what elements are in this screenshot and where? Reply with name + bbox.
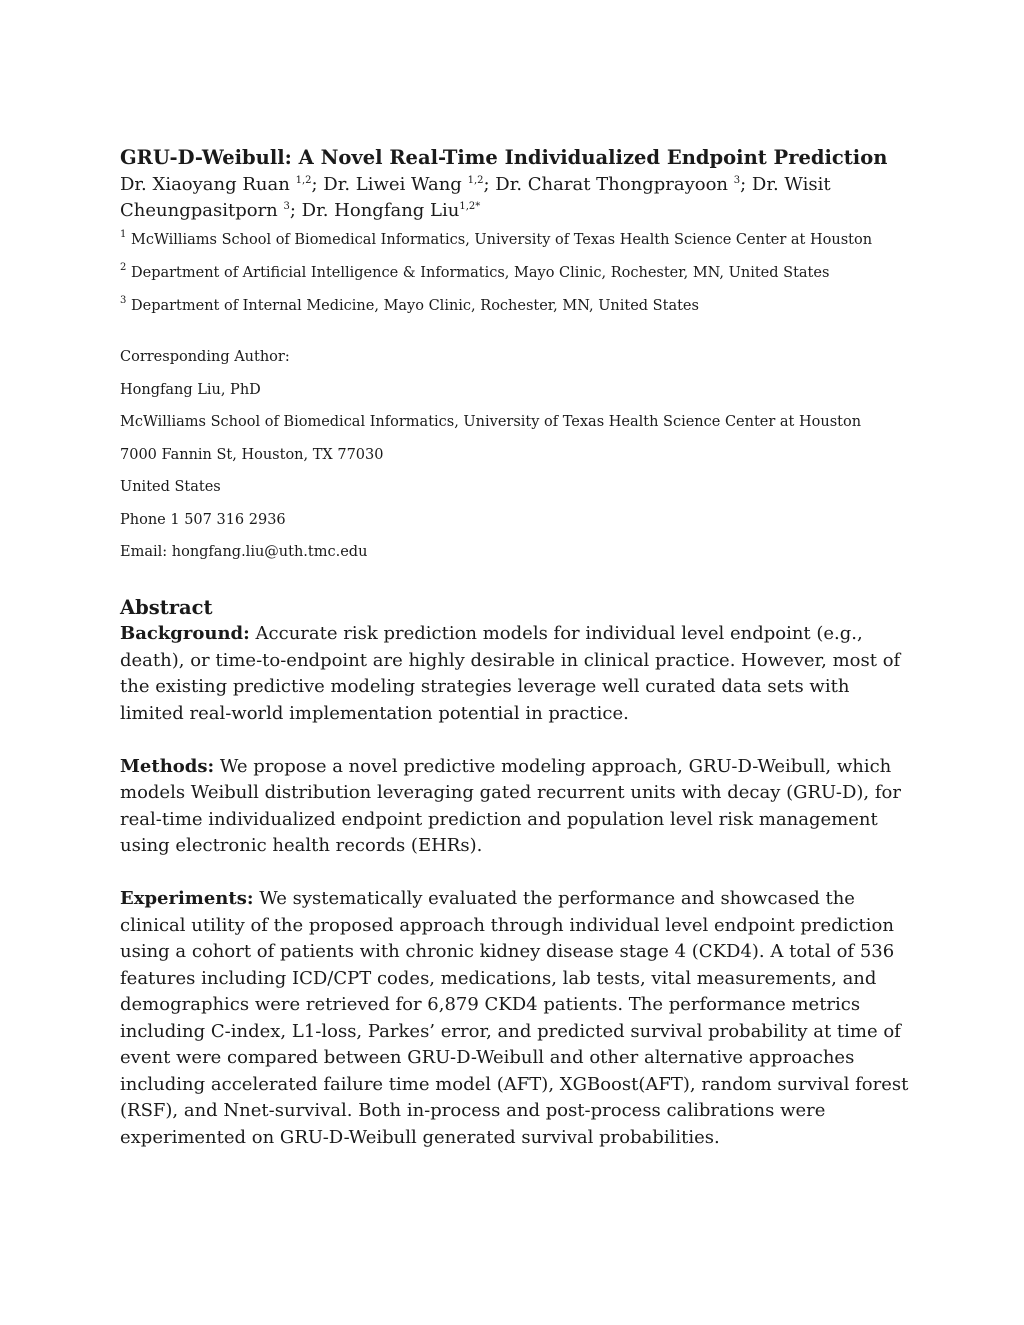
corresponding-name: Hongfang Liu, PhD xyxy=(120,381,261,398)
author-list xyxy=(120,172,910,224)
corresponding-author-block xyxy=(120,347,910,562)
author-affiliation-mark: 1,2 xyxy=(467,175,484,186)
affiliation xyxy=(120,263,910,283)
author-name: Dr. Wisit Cheungpasitporn xyxy=(120,174,831,221)
author-name: Dr. Charat Thongprayoon xyxy=(495,174,729,195)
corresponding-institution: McWilliams School of Biomedical Informatics, University of Texas Health Science Center at Houston xyxy=(120,414,862,430)
corresponding-phone: Phone 1 507 316 2936 xyxy=(120,511,286,528)
author-affiliation-mark: 3 xyxy=(733,175,741,186)
background-label: Background: xyxy=(120,623,250,644)
abstract-methods xyxy=(120,754,910,860)
author-name: Dr. Hongfang Liu xyxy=(301,200,460,221)
abstract-background xyxy=(120,621,910,727)
affiliation-number: 1 xyxy=(120,229,127,240)
corresponding-heading: Corresponding Author: xyxy=(120,349,290,365)
methods-text: We propose a novel predictive modeling approach, GRU-D-Weibull, which models Weibull distribution leveraging gated recurrent units with decay (GRU-D), for real-time individualized endpoint prediction and population level risk management using electronic health records (EHRs). xyxy=(120,755,901,856)
paper-page xyxy=(120,144,910,1178)
author-separator: ; xyxy=(740,174,752,195)
experiments-text: We systematically evaluated the performance and showcased the clinical utility of the proposed approach through individual level endpoint prediction using a cohort of patients with chronic kidney disease stage 4 (CKD4). A total of 536 features including ICD/CPT codes, medications, lab tests, vital measurements, and demographics were retrieved for 6,879 CKD4 patients. The performance metrics including C-index, L1-loss, Parkes’ error, and predicted survival probability at time of event were compared between GRU-D-Weibull and other alternative approaches including accelerated failure time model (AFT), XGBoost(AFT), random survival forest (RSF), and Nnet-survival. Both in-process and post-process calibrations were experimented on GRU-D-Weibull generated survival probabilities. xyxy=(120,888,909,1148)
abstract-heading: Abstract xyxy=(120,596,213,619)
corresponding-address: 7000 Fannin St, Houston, TX 77030 xyxy=(120,446,384,463)
background-text: Accurate risk prediction models for individual level endpoint (e.g., death), or time-to-endpoint are highly desirable in clinical practice. However, most of the existing predictive modeling strategies leverage well curated data sets with limited real-world implementation potential in practice. xyxy=(120,623,901,724)
author-affiliation-mark: 3 xyxy=(283,201,290,212)
corresponding-email: Email: hongfang.liu@uth.tmc.edu xyxy=(120,544,368,560)
author-name: Dr. Liwei Wang xyxy=(323,174,462,195)
corresponding-country: United States xyxy=(120,479,221,495)
affiliation-text: McWilliams School of Biomedical Informatics, University of Texas Health Science Center at Houston xyxy=(130,232,873,248)
affiliation xyxy=(120,296,910,316)
methods-label: Methods: xyxy=(120,755,215,777)
author-separator: ; xyxy=(483,174,496,195)
author-name: Dr. Xiaoyang Ruan xyxy=(120,174,290,195)
affiliation-text: Department of Artificial Intelligence & Informatics, Mayo Clinic, Rochester, MN, United States xyxy=(130,265,830,281)
paper-title: GRU-D-Weibull: A Novel Real-Time Individualized Endpoint Prediction xyxy=(120,146,888,169)
experiments-label: Experiments: xyxy=(120,888,254,909)
affiliation xyxy=(120,230,910,250)
affiliation-text: Department of Internal Medicine, Mayo Clinic, Rochester, MN, United States xyxy=(130,298,699,314)
abstract-experiments xyxy=(120,886,910,1151)
affiliation-number: 3 xyxy=(120,295,127,306)
affiliation-number: 2 xyxy=(120,262,127,273)
author-separator: ; xyxy=(289,200,302,221)
author-separator: ; xyxy=(311,174,324,195)
author-affiliation-mark: 1,2* xyxy=(459,201,481,212)
affiliation-list xyxy=(120,230,910,316)
author-affiliation-mark: 1,2 xyxy=(295,175,312,186)
